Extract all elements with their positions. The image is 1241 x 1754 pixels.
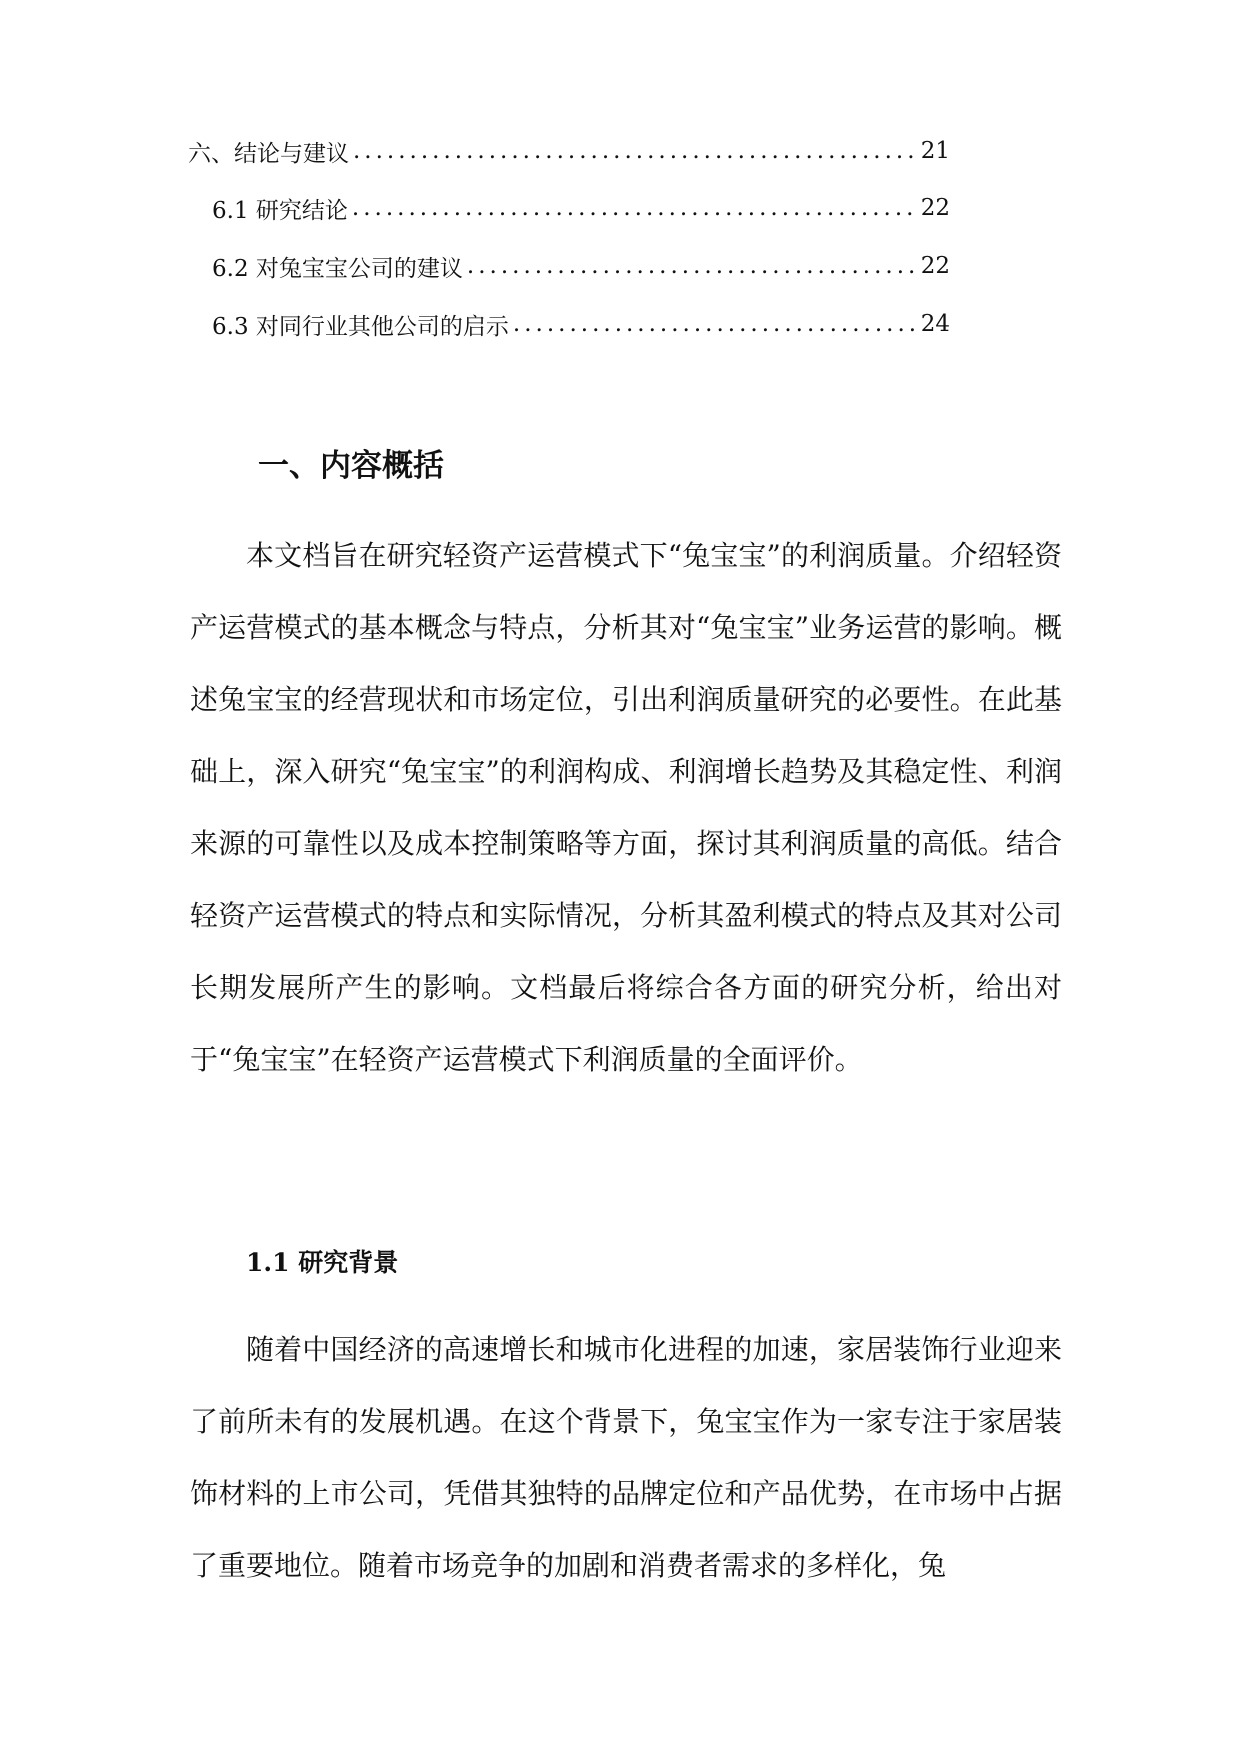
toc-entry[interactable] — [212, 188, 950, 228]
toc-entry[interactable] — [212, 304, 950, 344]
toc-entry-page: 24 — [920, 311, 950, 337]
toc-entry-label: 6.1 研究结论 — [212, 197, 348, 224]
toc-entry-label: 六、结论与建议 — [188, 140, 349, 167]
body-paragraph: 随着中国经济的高速增长和城市化进程的加速，家居装饰行业迎来了前所未有的发展机遇。在这个背景下，兔宝宝作为一家专注于家居装饰材料的上市公司，凭借其独特的品牌定位和产品优势，在市场中占据了重要地位。随着市场竞争的加剧和消费者需求的多样化，兔 — [190, 1333, 1062, 1582]
subsection-heading: 1.1 研究背景 — [246, 1248, 399, 1277]
toc-entry[interactable] — [188, 131, 950, 171]
toc-entry-label: 6.3 对同行业其他公司的启示 — [212, 313, 509, 340]
body-paragraph: 本文档旨在研究轻资产运营模式下“兔宝宝”的利润质量。介绍轻资产运营模式的基本概念与特点，分析其对“兔宝宝”业务运营的影响。概述兔宝宝的经营现状和市场定位，引出利润质量研究的必要性。在此基础上，深入研究“兔宝宝”的利润构成、利润增长趋势及其稳定性、利润来源的可靠性以及成本控制策略等方面，探讨其利润质量的高低。结合轻资产运营模式的特点和实际情况，分析其盈利模式的特点及其对公司长期发展所产生的影响。文档最后将综合各方面的研究分析，给出对于“兔宝宝”在轻资产运营模式下利润质量的全面评价。 — [190, 539, 1062, 1076]
toc-dot-leader — [353, 140, 917, 163]
toc-dot-leader — [352, 197, 917, 220]
toc-entry-label: 6.2 对兔宝宝公司的建议 — [212, 255, 463, 282]
toc-entry[interactable] — [212, 246, 950, 286]
section-heading: 一、内容概括 — [258, 448, 444, 484]
toc-entry-page: 22 — [920, 253, 950, 279]
toc-dot-leader — [513, 313, 917, 336]
toc-entry-page: 21 — [920, 138, 950, 164]
toc-dot-leader — [467, 255, 917, 278]
toc-entry-page: 22 — [920, 195, 950, 221]
